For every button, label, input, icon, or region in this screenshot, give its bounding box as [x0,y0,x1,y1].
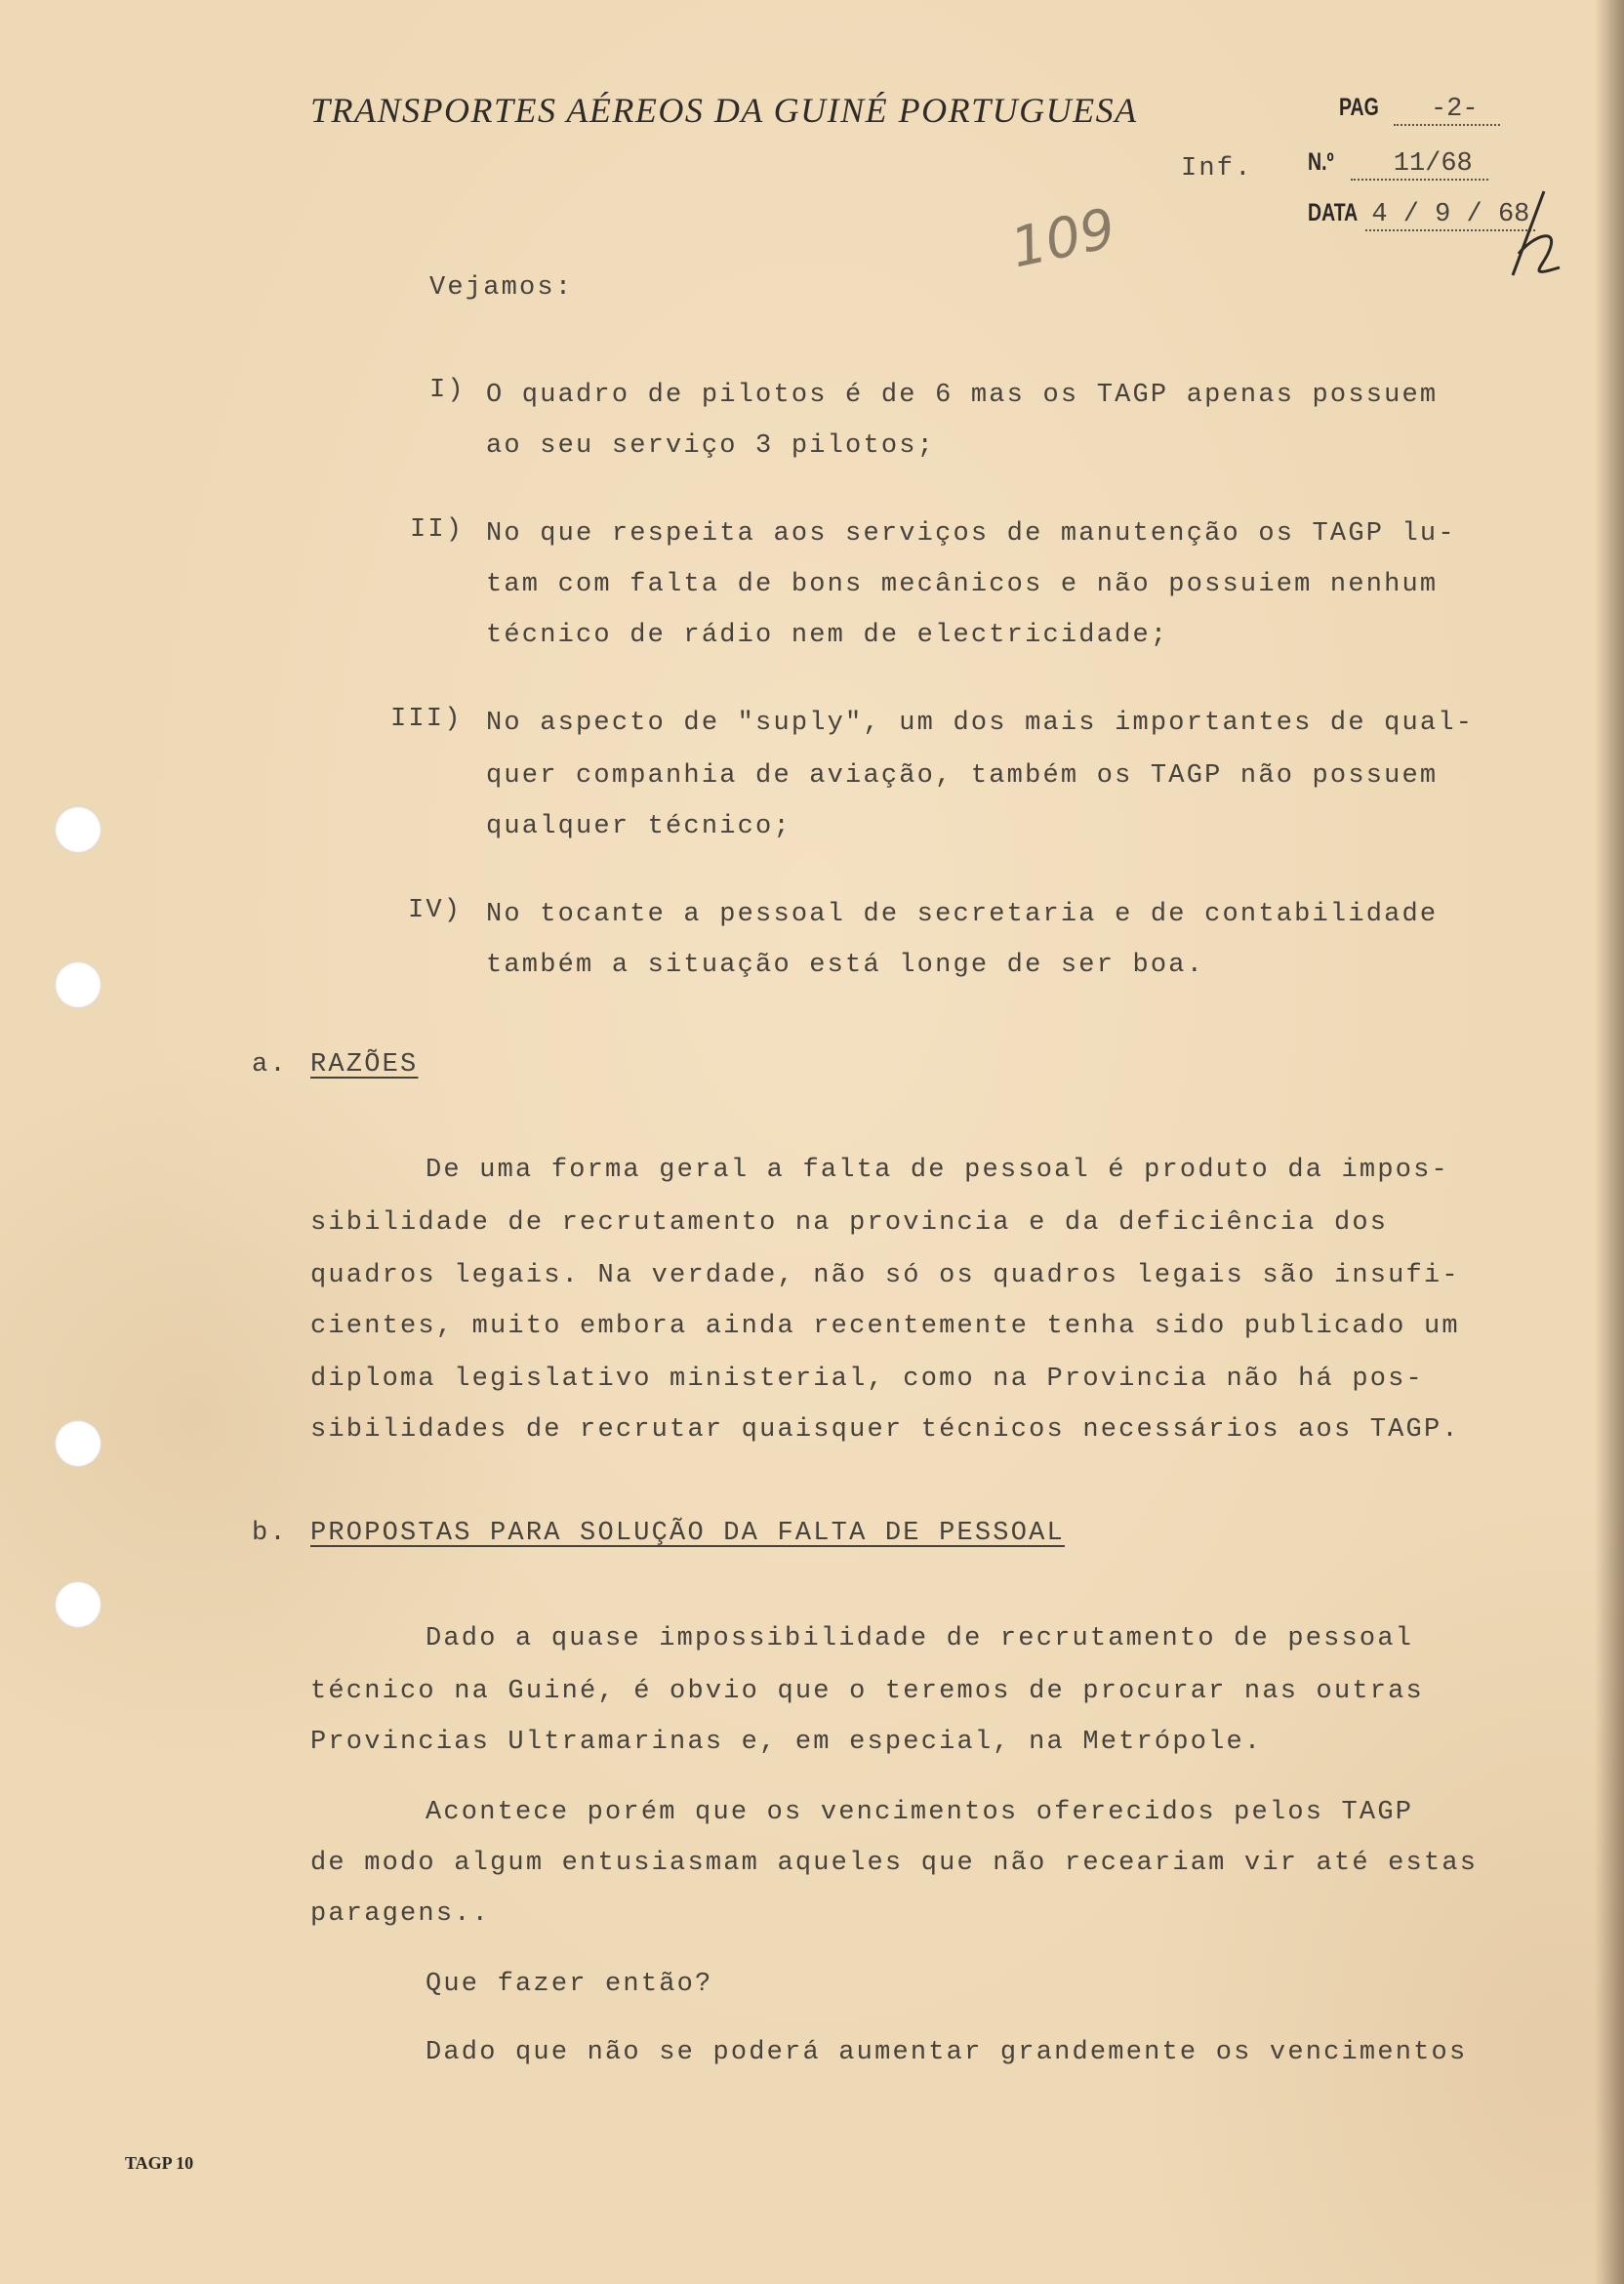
section-b-letter: b. [252,1519,288,1548]
item-number: III) [390,705,463,734]
handwritten-number: 109 [1005,196,1121,281]
item-line: No que respeita aos serviços de manutenção os TAGP lu- [486,519,1456,549]
item-line: O quadro de pilotos é de 6 mas os TAGP apenas possuem [486,381,1439,410]
section-b-line: Provincias Ultramarinas e, em especial, na Metrópole. [310,1728,1263,1757]
item-line: ao seu serviço 3 pilotos; [486,431,936,461]
item-line: técnico de rádio nem de electricidade; [486,621,1169,650]
item-line: qualquer técnico; [486,812,792,841]
section-a-line: diploma legislativo ministerial, como na Provincia não há pos- [310,1365,1424,1394]
item-line: tam com falta de bons mecânicos e não possuiem nenhum [486,570,1439,599]
page-edge-shadow [1595,0,1624,2284]
section-a-line: quadros legais. Na verdade, não só os quadros legais são insufi- [310,1261,1460,1290]
data-label: DATA [1308,199,1359,226]
item-number: IV) [408,896,463,925]
punch-hole [55,806,102,853]
punch-hole [55,1581,102,1628]
intro-text: Vejamos: [429,273,574,303]
section-a-title: RAZÕES [310,1050,419,1080]
item-number: I) [429,376,466,405]
section-b-line: Acontece porém que os vencimentos oferecidos pelos TAGP [426,1798,1414,1827]
section-b-line: Que fazer então? [426,1970,713,1999]
pag-value: -2- [1394,95,1500,126]
section-a-line: sibilidades de recrutar quaisquer técnicos necessários aos TAGP. [310,1415,1460,1445]
section-a-letter: a. [252,1050,288,1080]
item-line: também a situação está longe de ser boa. [486,951,1205,980]
section-b-line: de modo algum entusiasmam aqueles que não receariam vir até estas [310,1849,1479,1878]
section-b-line: Dado a quase impossibilidade de recrutamento de pessoal [426,1624,1414,1653]
punch-hole [55,1420,102,1467]
section-b-line: paragens.. [310,1899,491,1929]
numero-field [1308,148,1488,179]
form-code: TAGP 10 [125,2153,194,2173]
punch-hole [55,961,102,1008]
item-line: quer companhia de aviação, também os TAGP não possuem [486,761,1439,791]
section-b-line: técnico na Guiné, é obvio que o teremos de procurar nas outras [310,1677,1424,1706]
section-b-line: Dado que não se poderá aumentar grandemente os vencimentos [426,2038,1468,2067]
section-a-line: De uma forma geral a falta de pessoal é produto da impos- [426,1156,1449,1185]
item-line: No aspecto de "suply", um dos mais importantes de qual- [486,709,1475,738]
item-line: No tocante a pessoal de secretaria e de contabilidade [486,900,1439,929]
numero-value: 11/68 [1351,149,1488,181]
section-a-line: sibilidade de recrutamento na provincia e da deficiência dos [310,1208,1389,1238]
page-number-field [1339,94,1500,124]
inf-label: Inf. [1181,154,1253,184]
data-value: 4 / 9 / 68 [1365,200,1535,231]
pag-label: PAG [1339,94,1379,121]
section-a-line: cientes, muito embora ainda recentemente tenha sido publicado um [310,1312,1460,1341]
handwritten-initials [1493,185,1571,303]
section-b-title: PROPOSTAS PARA SOLUÇÃO DA FALTA DE PESSOAL [310,1519,1065,1548]
company-letterhead: TRANSPORTES AÉREOS DA GUINÉ PORTUGUESA [310,91,1138,130]
item-number: II) [410,515,465,545]
numero-label: N.º [1308,148,1334,176]
